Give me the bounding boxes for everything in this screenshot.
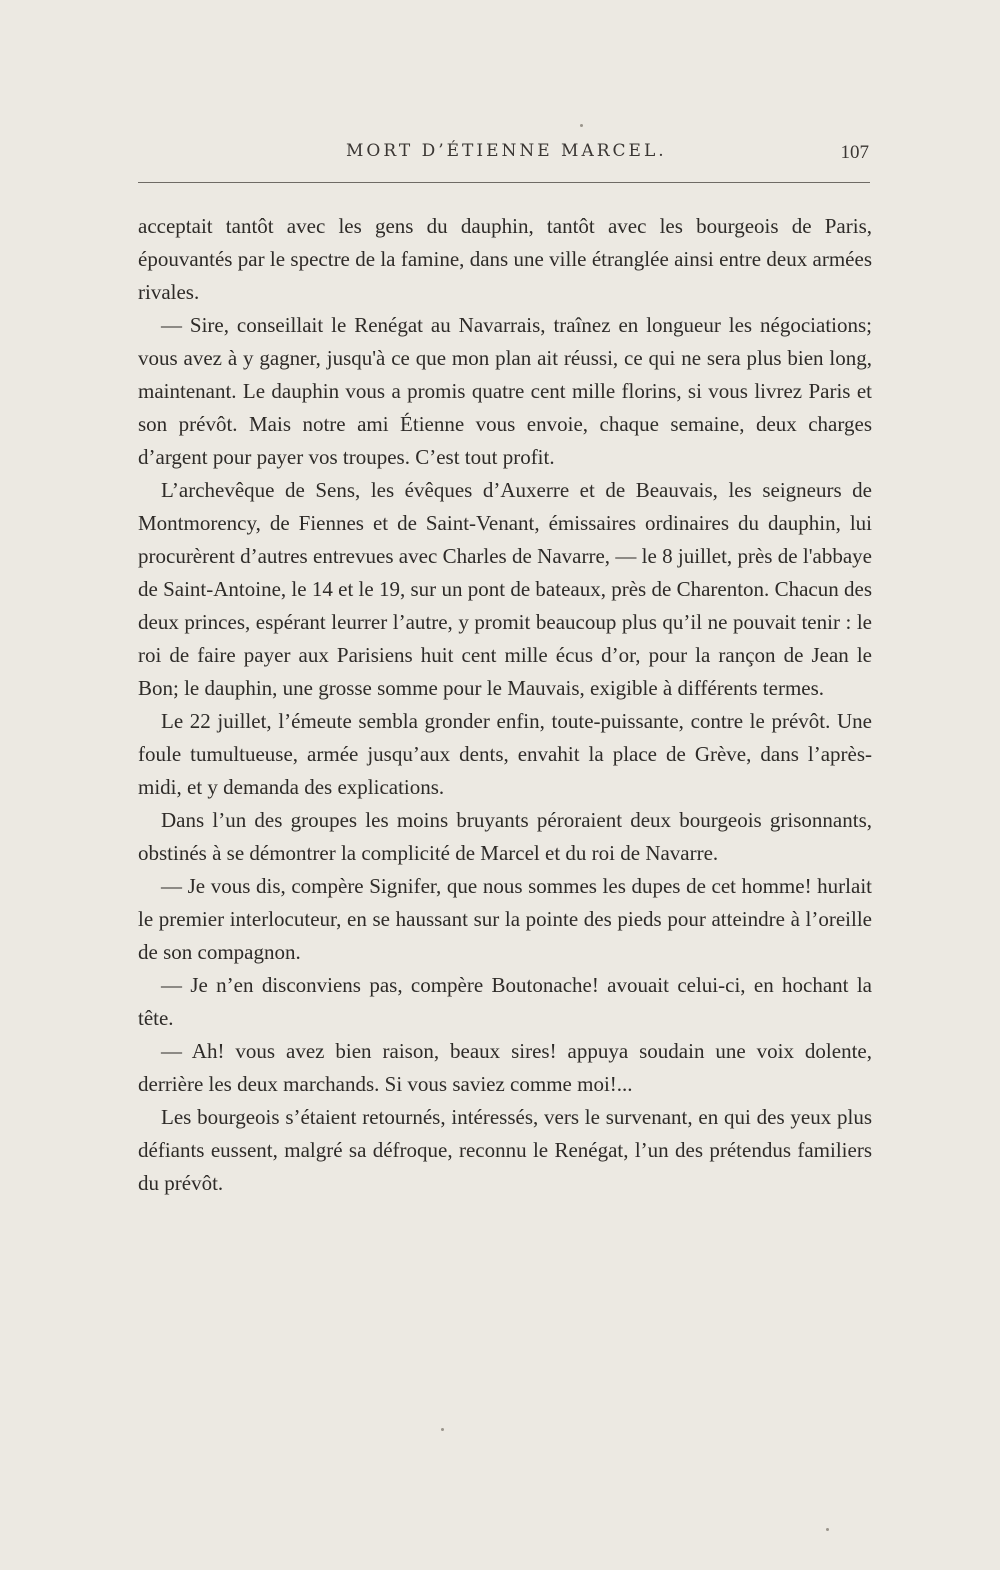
paragraph: — Je n’en disconviens pas, compère Boutonache! avouait celui-ci, en hochant la tête.	[138, 973, 872, 1030]
paper-speck	[441, 1428, 444, 1431]
header-rule	[138, 182, 870, 183]
paper-speck	[580, 124, 583, 127]
page-header	[138, 138, 873, 168]
paragraph: — Ah! vous avez bien raison, beaux sires! appuya soudain une voix dolente, derrière les deux marchands. Si vous saviez comme moi!...	[138, 1039, 872, 1096]
paragraph: Dans l’un des groupes les moins bruyants péroraient deux bourgeois grisonnants, obstinés à se démontrer la complicité de Marcel et du roi de Navarre.	[138, 808, 872, 865]
page-number: 107	[840, 142, 869, 163]
paragraph: L’archevêque de Sens, les évêques d’Auxerre et de Beauvais, les seigneurs de Montmorency, de Fiennes et de Saint-Venant, émissaires ordinaires du dauphin, lui procurèrent d’autres entrevues avec Charles de Navarre, — le 8 juillet, près de l'abbaye de Saint-Antoine, le 14 et le 19, sur un pont de bateaux, près de Charenton. Chacun des deux princes, espérant leurrer l’autre, y promit beaucoup plus qu’il ne pouvait tenir : le roi de faire payer aux Parisiens huit cent mille écus d’or, pour la rançon de Jean le Bon; le dauphin, une grosse somme pour le Mauvais, exigible à différents termes.	[138, 478, 872, 700]
body-text	[138, 210, 872, 1200]
paragraph: Le 22 juillet, l’émeute sembla gronder enfin, toute-puissante, contre le prévôt. Une foule tumultueuse, armée jusqu’aux dents, envahit la place de Grève, dans l’après-midi, et y demanda des explications.	[138, 709, 872, 799]
paper-speck	[826, 1528, 829, 1531]
paragraph: — Je vous dis, compère Signifer, que nous sommes les dupes de cet homme! hurlait le premier interlocuteur, en se haussant sur la pointe des pieds pour atteindre à l’oreille de son compagnon.	[138, 874, 872, 964]
paragraph: Les bourgeois s’étaient retournés, intéressés, vers le survenant, en qui des yeux plus défiants eussent, malgré sa défroque, reconnu le Renégat, l’un des prétendus familiers du prévôt.	[138, 1105, 872, 1195]
paragraph: — Sire, conseillait le Renégat au Navarrais, traînez en longueur les négociations; vous avez à y gagner, jusqu'à ce que mon plan ait réussi, ce qui ne sera plus bien long, maintenant. Le dauphin vous a promis quatre cent mille florins, si vous livrez Paris et son prévôt. Mais notre ami Étienne vous envoie, chaque semaine, deux charges d’argent pour payer vos troupes. C’est tout profit.	[138, 313, 872, 469]
running-title: MORT D’ÉTIENNE MARCEL.	[346, 141, 667, 161]
paragraph: acceptait tantôt avec les gens du dauphin, tantôt avec les bourgeois de Paris, épouvantés par le spectre de la famine, dans une ville étranglée ainsi entre deux armées rivales.	[138, 214, 872, 304]
